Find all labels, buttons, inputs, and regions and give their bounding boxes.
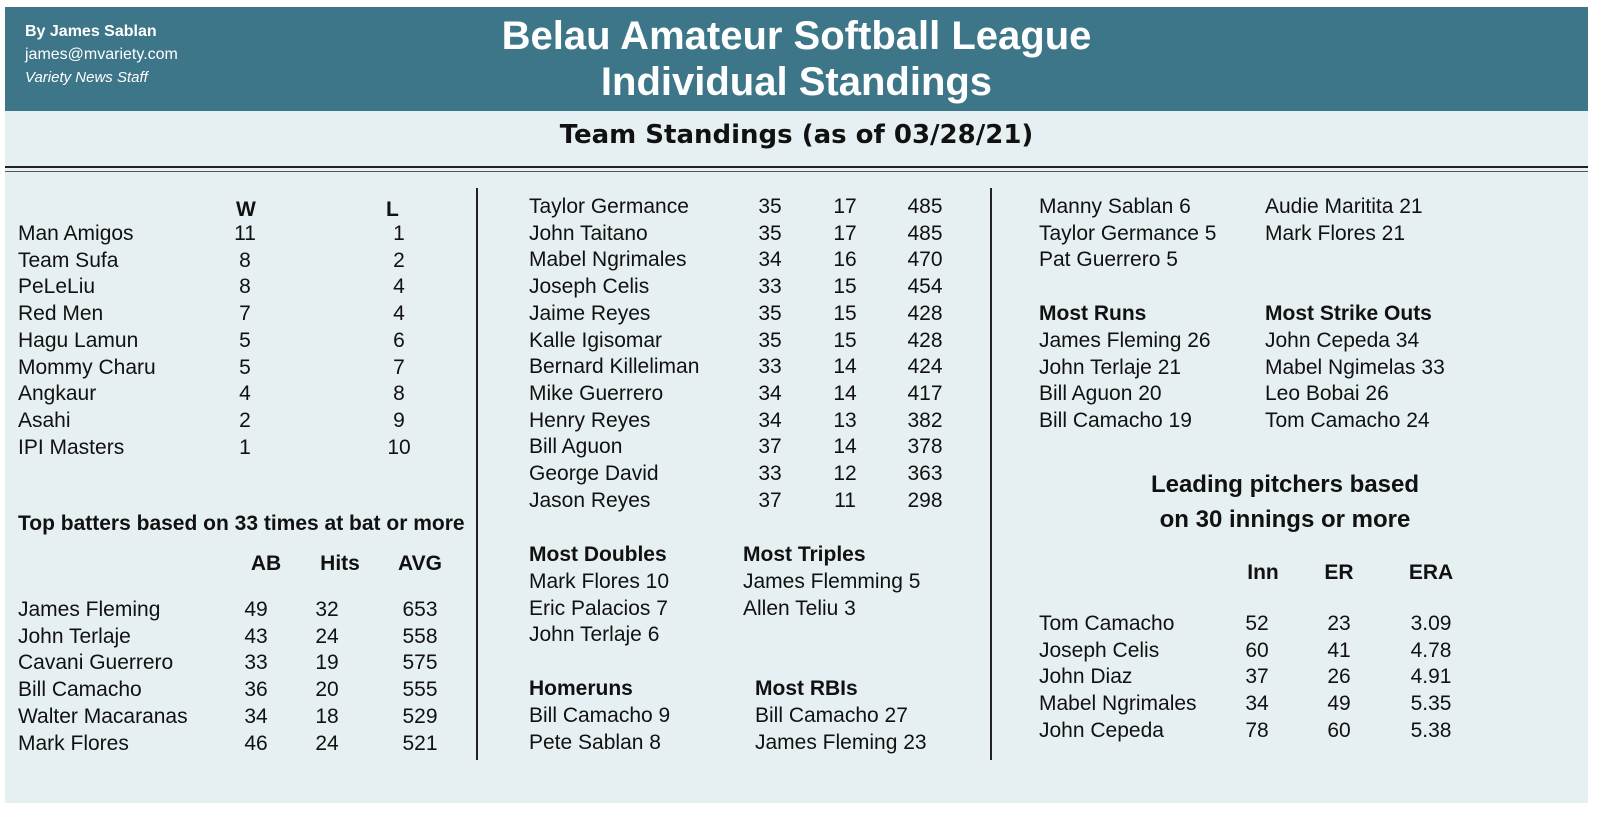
batter-name: Bill Aguon (529, 435, 623, 459)
hits-cell: 15 (833, 275, 857, 299)
section-title: Team Standings (as of 03/28/21) (559, 120, 1034, 150)
er-cell: 49 (1327, 692, 1351, 716)
hits-cell: 14 (833, 381, 857, 405)
batter-name: Joseph Celis (529, 275, 650, 299)
pitcher-name: Tom Camacho (1039, 612, 1175, 635)
table-row (529, 462, 969, 489)
byline-staff: Variety News Staff (25, 69, 148, 86)
list-item: James Fleming 23 (755, 730, 927, 754)
avg-cell: 575 (402, 651, 438, 675)
table-row (18, 436, 458, 463)
team-name: Asahi (18, 408, 71, 432)
title-line-2: Individual Standings (600, 60, 993, 104)
table-row (529, 222, 969, 249)
list-item: Pat Guerrero 5 (1039, 248, 1178, 272)
losses-cell: 9 (393, 408, 405, 432)
title-line-1: Belau Amateur Softball League (501, 14, 1092, 58)
table-row (18, 705, 458, 732)
ab-cell: 35 (758, 301, 782, 325)
ab-cell: 37 (758, 435, 782, 459)
table-row (1039, 612, 1559, 639)
avg-cell: 298 (907, 488, 943, 512)
table-row (529, 275, 969, 302)
standings-content (5, 111, 1588, 803)
ab-cell: 36 (244, 678, 268, 702)
ab-cell: 34 (758, 408, 782, 432)
hits-cell: 17 (833, 195, 857, 218)
er-cell: 26 (1327, 665, 1351, 689)
avg-cell: 424 (907, 355, 943, 379)
team-name: Red Men (18, 302, 104, 326)
batter-name: John Terlaje (18, 624, 131, 648)
pitchers-title (1085, 467, 1485, 537)
team-name: Angkaur (18, 382, 97, 406)
col-header-w: W (236, 198, 256, 221)
hits-cell: 11 (834, 488, 856, 512)
innings-cell: 52 (1245, 612, 1269, 635)
losses-cell: 2 (393, 248, 405, 272)
team-name: IPI Masters (18, 435, 125, 459)
table-row (18, 249, 458, 276)
col-header-avg: AVG (398, 552, 442, 575)
list-item: James Fleming 26 (1039, 329, 1211, 352)
hits-cell: 15 (833, 301, 857, 325)
list-item: Bill Camacho 27 (755, 704, 908, 727)
pitcher-name: John Cepeda (1039, 718, 1164, 742)
avg-cell: 555 (402, 678, 438, 702)
losses-cell: 10 (387, 435, 411, 459)
ab-cell: 33 (758, 462, 782, 485)
hits-cell: 24 (315, 731, 339, 755)
hits-cell: 19 (315, 651, 339, 675)
col-header-l: L (386, 198, 399, 221)
losses-cell: 1 (393, 222, 405, 245)
table-row (529, 355, 969, 382)
er-cell: 23 (1327, 612, 1351, 635)
col-header-era: ERA (1408, 561, 1454, 584)
era-cell: 3.09 (1410, 612, 1452, 635)
ab-cell: 35 (758, 221, 782, 245)
losses-cell: 4 (393, 275, 405, 299)
batter-name: Bernard Killeliman (529, 355, 700, 379)
table-row (18, 409, 458, 436)
ab-cell: 35 (758, 195, 782, 218)
divider-rule (5, 166, 1588, 168)
table-row (18, 329, 458, 356)
avg-cell: 653 (402, 598, 438, 621)
hits-cell: 18 (315, 704, 339, 728)
hits-cell: 14 (833, 355, 857, 379)
table-row (18, 678, 458, 705)
hits-cell: 14 (833, 435, 857, 459)
avg-cell: 417 (907, 381, 943, 405)
table-row (529, 489, 969, 516)
avg-cell: 428 (907, 301, 943, 325)
avg-cell: 454 (907, 275, 943, 299)
table-row (1039, 692, 1559, 719)
ab-cell: 33 (244, 651, 268, 675)
ab-cell: 34 (244, 704, 268, 728)
list-item: Eric Palacios 7 (529, 596, 668, 620)
table-row (18, 356, 458, 383)
col-header-ab: AB (250, 552, 282, 575)
table-row (529, 329, 969, 356)
most-rbis-title: Most RBIs (755, 677, 858, 700)
avg-cell: 428 (907, 328, 943, 352)
table-row (529, 195, 969, 222)
pitcher-name: Joseph Celis (1039, 638, 1160, 662)
hits-cell: 16 (833, 248, 857, 272)
era-cell: 5.35 (1410, 692, 1452, 716)
col-header-hits: Hits (320, 552, 360, 575)
batter-name: Taylor Germance (529, 195, 689, 218)
batter-name: George David (529, 462, 659, 485)
table-row (529, 382, 969, 409)
avg-cell: 521 (402, 731, 438, 755)
batter-name: Kalle Igisomar (529, 328, 663, 352)
wins-cell: 5 (239, 328, 251, 352)
byline-email[interactable]: james@mvariety.com (25, 46, 178, 63)
avg-cell: 485 (907, 221, 943, 245)
losses-cell: 6 (393, 328, 405, 352)
list-item: John Terlaje 6 (529, 623, 660, 647)
list-item: Bill Camacho 19 (1039, 409, 1192, 433)
table-row (529, 248, 969, 275)
hits-cell: 15 (833, 328, 857, 352)
batter-name: Bill Camacho (18, 678, 142, 702)
avg-cell: 378 (907, 435, 943, 459)
table-row (1039, 639, 1559, 666)
wins-cell: 5 (239, 355, 251, 379)
list-item: Mark Flores 10 (529, 570, 670, 593)
ab-cell: 49 (244, 598, 268, 621)
batter-name: Walter Macaranas (18, 704, 188, 728)
list-item: Allen Teliu 3 (743, 596, 856, 620)
wins-cell: 2 (239, 408, 251, 432)
innings-cell: 60 (1245, 638, 1269, 662)
ab-cell: 43 (244, 624, 268, 648)
table-row (529, 409, 969, 436)
innings-cell: 78 (1245, 718, 1269, 742)
page-title (5, 13, 1588, 105)
avg-cell: 485 (907, 195, 943, 218)
losses-cell: 7 (393, 355, 405, 379)
era-cell: 5.38 (1410, 718, 1452, 742)
header-banner (5, 7, 1588, 111)
batter-name: Mike Guerrero (529, 381, 664, 405)
avg-cell: 382 (907, 408, 943, 432)
list-item: Audie Maritita 21 (1265, 195, 1423, 218)
divider-rule-thin (5, 171, 1588, 172)
team-name: Man Amigos (18, 222, 134, 245)
losses-cell: 8 (393, 382, 405, 406)
avg-cell: 470 (907, 248, 943, 272)
team-name: Hagu Lamun (18, 328, 139, 352)
ab-cell: 33 (758, 355, 782, 379)
losses-cell: 4 (393, 302, 405, 326)
list-item: Tom Camacho 24 (1265, 409, 1430, 433)
team-name: PeLeLiu (18, 275, 96, 299)
batter-name: James Fleming (18, 598, 161, 621)
pitcher-name: John Diaz (1039, 665, 1133, 689)
table-row (18, 382, 458, 409)
list-item: Mabel Ngimelas 33 (1265, 355, 1445, 379)
list-item: Mark Flores 21 (1265, 221, 1406, 245)
table-row (1039, 665, 1559, 692)
ab-cell: 37 (758, 488, 782, 512)
top-batters-title: Top batters based on 33 times at bat or more (18, 512, 465, 535)
ab-cell: 34 (758, 381, 782, 405)
list-item: James Flemming 5 (743, 570, 921, 593)
list-item: John Terlaje 21 (1039, 355, 1182, 379)
column-divider-1 (476, 188, 478, 760)
list-item: Bill Aguon 20 (1039, 382, 1162, 406)
most-doubles-title: Most Doubles (529, 543, 667, 566)
batter-name: Mark Flores (18, 731, 129, 755)
ab-cell: 46 (244, 731, 268, 755)
innings-cell: 34 (1245, 692, 1269, 716)
hits-cell: 32 (315, 598, 339, 621)
table-row (18, 275, 458, 302)
wins-cell: 7 (239, 302, 251, 326)
list-item: Taylor Germance 5 (1039, 221, 1217, 245)
ab-cell: 34 (758, 248, 782, 272)
wins-cell: 11 (234, 222, 256, 245)
byline-name: By James Sablan (25, 23, 157, 40)
innings-cell: 37 (1245, 665, 1269, 689)
team-name: Mommy Charu (18, 355, 156, 379)
table-row (18, 651, 458, 678)
most-runs-title: Most Runs (1039, 302, 1147, 325)
er-cell: 60 (1327, 718, 1351, 742)
most-strike-outs-title: Most Strike Outs (1265, 302, 1432, 325)
col-header-er: ER (1324, 561, 1354, 584)
table-row (18, 732, 458, 759)
table-row (529, 302, 969, 329)
wins-cell: 4 (239, 382, 251, 406)
team-name: Team Sufa (18, 248, 119, 272)
hits-cell: 20 (315, 678, 339, 702)
table-row (18, 625, 458, 652)
ab-cell: 33 (758, 275, 782, 299)
batter-name: John Taitano (529, 221, 648, 245)
batter-name: Cavani Guerrero (18, 651, 174, 675)
most-triples-title: Most Triples (743, 543, 866, 566)
pitchers-title-line-2: on 30 innings or more (1159, 506, 1411, 533)
wins-cell: 1 (239, 435, 251, 459)
ab-cell: 35 (758, 328, 782, 352)
batter-name: Mabel Ngrimales (529, 248, 687, 272)
era-cell: 4.91 (1410, 665, 1452, 689)
era-cell: 4.78 (1410, 638, 1452, 662)
hits-cell: 12 (833, 462, 857, 485)
table-row (18, 302, 458, 329)
table-row (18, 222, 458, 249)
list-item: Bill Camacho 9 (529, 704, 671, 727)
list-item: Manny Sablan 6 (1039, 195, 1191, 218)
batter-name: Henry Reyes (529, 408, 651, 432)
table-row (18, 598, 458, 625)
er-cell: 41 (1327, 638, 1351, 662)
wins-cell: 8 (239, 248, 251, 272)
avg-cell: 558 (402, 624, 438, 648)
avg-cell: 529 (402, 704, 438, 728)
column-divider-2 (990, 188, 992, 760)
table-row (1039, 719, 1559, 746)
batter-name: Jaime Reyes (529, 301, 651, 325)
hits-cell: 13 (833, 408, 857, 432)
pitchers-title-line-1: Leading pitchers based (1150, 471, 1420, 498)
homeruns-title: Homeruns (529, 677, 633, 700)
table-row (529, 435, 969, 462)
list-item: John Cepeda 34 (1265, 329, 1420, 352)
list-item: Pete Sablan 8 (529, 730, 661, 754)
col-header-inn: Inn (1247, 561, 1279, 584)
hits-cell: 17 (833, 221, 857, 245)
wins-cell: 8 (239, 275, 251, 299)
batter-name: Jason Reyes (529, 488, 651, 512)
avg-cell: 363 (907, 462, 943, 485)
list-item: Leo Bobai 26 (1265, 382, 1389, 406)
hits-cell: 24 (315, 624, 339, 648)
pitcher-name: Mabel Ngrimales (1039, 692, 1197, 716)
